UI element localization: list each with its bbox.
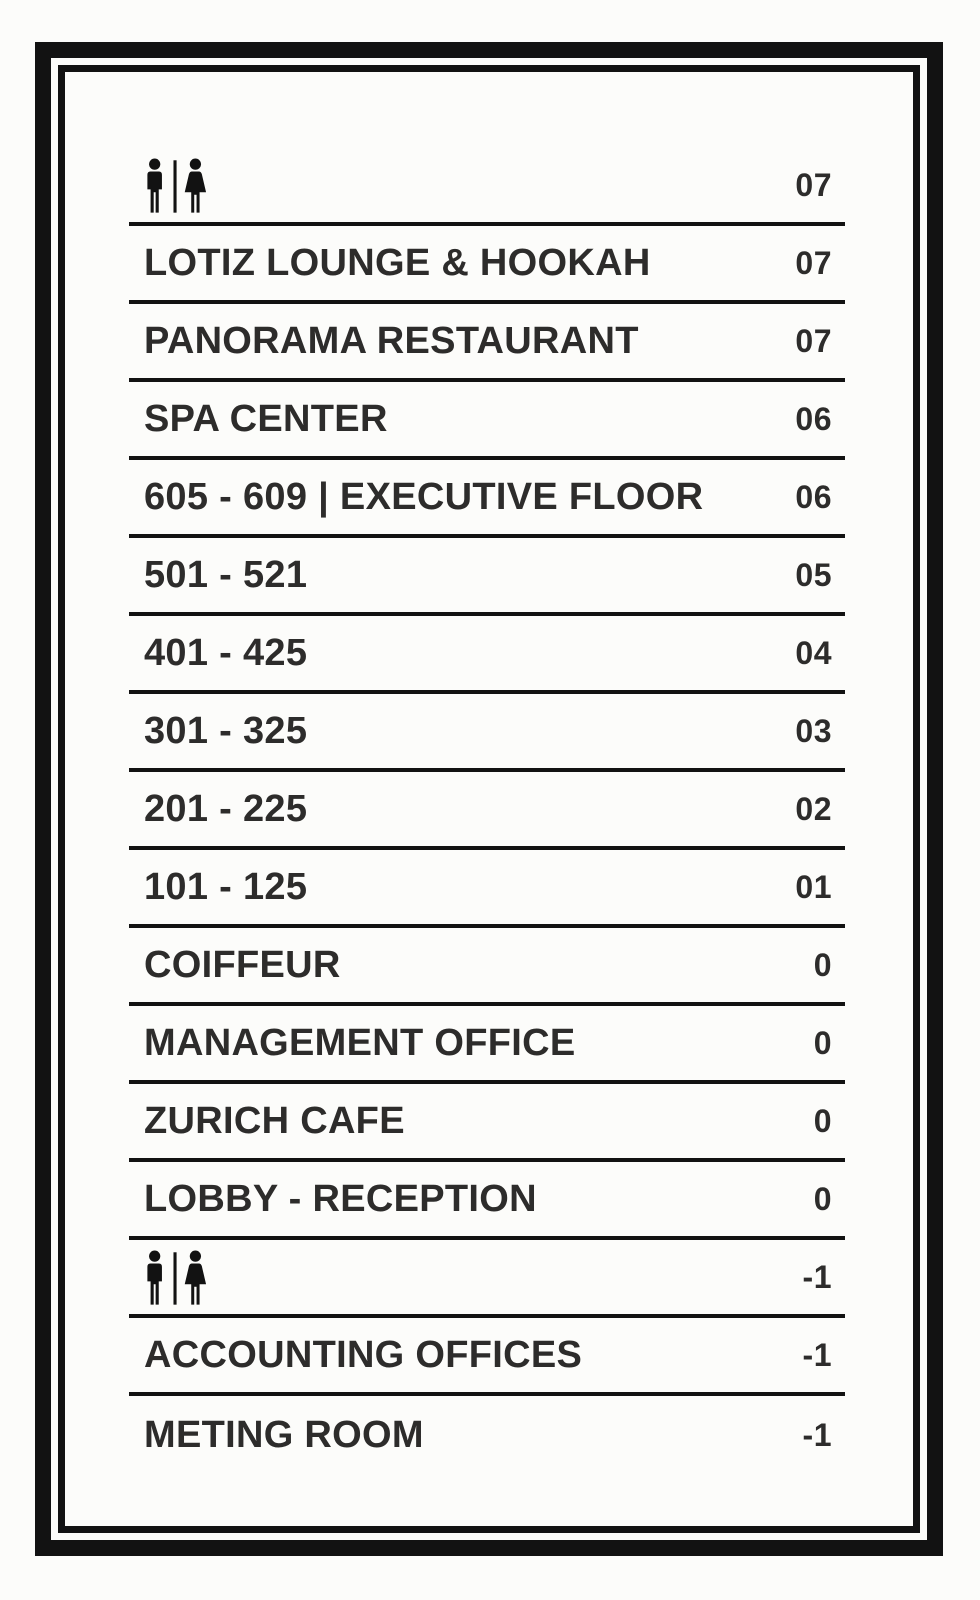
row-label: SPA CENTER bbox=[144, 397, 388, 440]
floor-number: 04 bbox=[795, 634, 832, 671]
outer-frame bbox=[35, 42, 943, 1556]
row-label: LOTIZ LOUNGE & HOOKAH bbox=[144, 241, 651, 284]
floor-number: 01 bbox=[795, 868, 832, 905]
row-label: 201 - 225 bbox=[144, 787, 308, 830]
floor-number: 06 bbox=[795, 400, 832, 437]
floor-number: -1 bbox=[802, 1416, 832, 1453]
row-label: LOBBY - RECEPTION bbox=[144, 1177, 537, 1220]
directory-row bbox=[129, 538, 845, 616]
row-label: 301 - 325 bbox=[144, 709, 308, 752]
row-label: ZURICH CAFE bbox=[144, 1099, 405, 1142]
directory-row bbox=[129, 1318, 845, 1396]
floor-number: -1 bbox=[802, 1258, 832, 1295]
directory-row bbox=[129, 226, 845, 304]
floor-number: 0 bbox=[813, 1180, 832, 1217]
floor-number: 0 bbox=[813, 1102, 832, 1139]
floor-number: 0 bbox=[813, 1024, 832, 1061]
row-label: MANAGEMENT OFFICE bbox=[144, 1021, 576, 1064]
floor-number: 07 bbox=[795, 244, 832, 281]
row-label: 605 - 609 | EXECUTIVE FLOOR bbox=[144, 475, 704, 518]
directory-row bbox=[129, 616, 845, 694]
directory-row bbox=[129, 382, 845, 460]
row-label: ACCOUNTING OFFICES bbox=[144, 1333, 583, 1376]
row-label: COIFFEUR bbox=[144, 943, 341, 986]
row-label: METING ROOM bbox=[144, 1413, 424, 1456]
directory-row bbox=[129, 1240, 845, 1318]
directory-row bbox=[129, 694, 845, 772]
row-label: 501 - 521 bbox=[144, 553, 308, 596]
floor-number: 07 bbox=[795, 322, 832, 359]
directory-row bbox=[129, 850, 845, 928]
row-label: PANORAMA RESTAURANT bbox=[144, 319, 639, 362]
floor-number: 05 bbox=[795, 556, 832, 593]
man-icon bbox=[147, 158, 162, 212]
row-label: 101 - 125 bbox=[144, 865, 308, 908]
directory-row bbox=[129, 460, 845, 538]
floor-number: 02 bbox=[795, 790, 832, 827]
directory-row bbox=[129, 304, 845, 382]
divider-bar bbox=[173, 160, 176, 212]
floor-number: -1 bbox=[802, 1336, 832, 1373]
directory-row bbox=[129, 148, 845, 226]
divider-bar bbox=[173, 1252, 176, 1304]
woman-icon bbox=[185, 158, 206, 212]
row-label: 401 - 425 bbox=[144, 631, 308, 674]
directory-row bbox=[129, 772, 845, 850]
directory-row bbox=[129, 1162, 845, 1240]
man-icon bbox=[147, 1250, 162, 1304]
inner-frame bbox=[58, 65, 920, 1533]
floor-number: 07 bbox=[795, 166, 832, 203]
restrooms-icon bbox=[144, 1250, 208, 1305]
floor-number: 0 bbox=[813, 946, 832, 983]
directory-row bbox=[129, 1084, 845, 1162]
floor-number: 03 bbox=[795, 712, 832, 749]
directory-row bbox=[129, 1006, 845, 1084]
woman-icon bbox=[185, 1250, 206, 1304]
floor-number: 06 bbox=[795, 478, 832, 515]
restrooms-icon bbox=[144, 158, 208, 213]
directory-row bbox=[129, 928, 845, 1006]
directory-list bbox=[129, 148, 845, 1474]
directory-row bbox=[129, 1396, 845, 1474]
